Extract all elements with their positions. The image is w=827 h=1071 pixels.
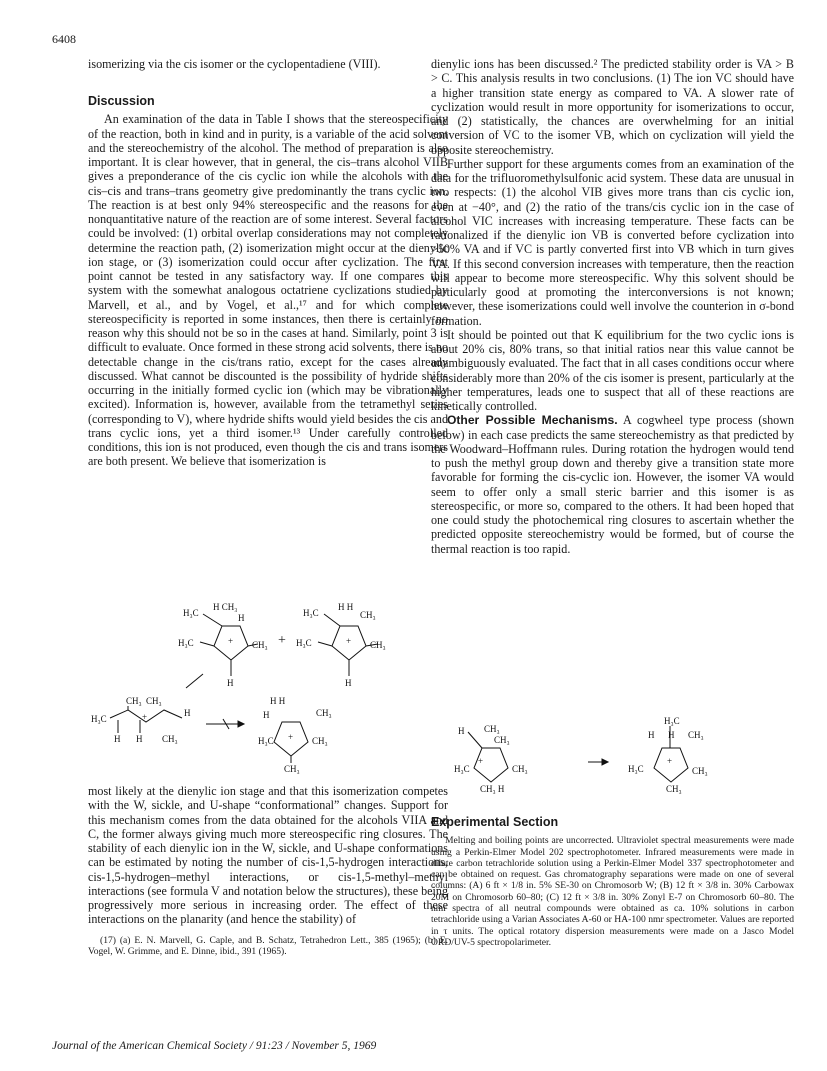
struct-label: CH₃ <box>370 640 386 650</box>
experimental-section <box>431 815 794 948</box>
struct-label: CH₃ <box>512 764 528 774</box>
struct-label: CH₃ <box>484 724 500 734</box>
struct-label: CH₃ <box>284 764 300 774</box>
mechanisms-lead: Other Possible Mechanisms. <box>447 413 618 428</box>
trans-cyclic-ion-structure <box>296 602 386 688</box>
right-paragraph-3: It should be pointed out that K equilibrium for the two cyclic ions is about 20% cis, 80% trans, so that initial ratios near this value cannot be unambiguously evaluated. The fact that in all cases conditions occur where considerably more than 20% of the cis isomer is present, particularly at the higher temperatures, leads one to suspect that all of these reactions are kinetically controlled. <box>431 327 794 413</box>
struct-label: + <box>288 732 294 742</box>
struct-label: H <box>136 734 143 744</box>
struct-label: H <box>263 710 270 720</box>
cogwheel-product-structure <box>628 716 708 794</box>
left-paragraph-0: isomerizing via the cis isomer or the cyclopentadiene (VIII). <box>88 57 381 71</box>
left-column <box>88 57 448 469</box>
right-paragraph-2: Further support for these arguments comes from an examination of the data for the trifluoromethylsulfonic acid system. These data are unusual in two respects: (1) the alcohol VIB gives more trans than cis cyclic ion, even at −40°, and (2) the ratio of the trans/cis cyclic ion in the case of alcohol VIC increases with increasing temperature. These facts can be rationalized if the dienylic ion VB is converted before cyclization into >50% VA and if VC is partly converted first into VB which in turn gives VA. If this second conversion increases with temperature, then the reaction will appear to become more stereospecific. Why this solvent should be particularly good at promoting the interconversions is not known; however, these isomerizations could well involve the counterion in σ-bond formation. <box>431 156 794 328</box>
cogwheel-figure <box>448 712 778 794</box>
struct-label: H <box>345 678 352 688</box>
struct-label: H <box>114 734 121 744</box>
struct-label: H <box>668 730 675 740</box>
struct-label: + <box>478 756 484 766</box>
right-paragraph-4 <box>431 413 794 556</box>
left-column-continued <box>88 784 448 957</box>
plus-sign: + <box>278 633 286 648</box>
struct-label: H₃C <box>91 714 107 724</box>
struct-label: + <box>142 712 148 722</box>
discussion-heading: Discussion <box>88 94 155 108</box>
struct-label: CH₃ <box>312 736 328 746</box>
struct-label: H <box>184 708 191 718</box>
struct-label: H₃C <box>664 716 680 726</box>
struct-label: H H <box>338 602 354 612</box>
struct-label: + <box>346 636 352 646</box>
struct-label: H₃C <box>303 608 319 618</box>
struct-label: H₃C <box>628 764 644 774</box>
mechanisms-text: A cogwheel type process (shown below) in each case predicts the same stereochemistry as that predicted by the Woodward–Hoffmann rules. During rotation the hydrogen would tend to push the methyl group down and thereby give a transition state more favorable for forming the cis-cyclic ion. However, the isomer VA would seem to offer only a small steric barrier and this isomer is as stereospecific, or more so, compared to the others. It had been hoped that one could study the photochemical ring closures to ascertain whether the predicted opposite stereochemistry would be formed, but of course the thermal reaction is too rapid. <box>431 413 795 556</box>
cis-cyclic-ion-structure <box>178 602 268 688</box>
right-paragraph-1: dienylic ions has been discussed.² The predicted stability order is VA > B > C. This analysis results in two conclusions. (1) The ion VC should have a higher transition state energy as compared to VA. A slower rate of cyclization would result in more opportunity for isomerizations to occur, and (2) statistically, the chances are overwhelming for an initial conversion of VC to the isomer VB, which on cyclization will yield the opposite stereochemistry. <box>431 57 794 157</box>
struct-label: CH₃ <box>688 730 704 740</box>
dienylic-ion-structure <box>91 696 191 744</box>
cogwheel-start-structure <box>454 724 528 794</box>
struct-label: CH₃ <box>666 784 682 794</box>
struct-label: CH₃ <box>252 640 268 650</box>
struct-label: CH₃ <box>126 696 142 706</box>
struct-label: H CH₃ <box>213 602 238 612</box>
experimental-text: Melting and boiling points are uncorrected. Ultraviolet spectral measurements were made using a Perkin-Elmer Model 202 spectrophotometer. Infrared measurements were made in dilute carbon tetrachloride solution using a Perkin-Elmer Model 337 spectrophotometer and can be obtained on request. Gas chromatography separations were made on one of several columns: (A) 6 ft × 1/8 in. 5% SE-30 on Chromosorb W; (B) 12 ft × 3/8 in. 30% Carbowax 20M on Chromosorb 60–80; (C) 12 ft × 3/8 in. 30% Zonyl E-7 on Chromosorb 60–80. The nmr spectra of all neutral compounds were obtained as ca. 10% solutions in carbon tetrachloride using a Varian Associates A-60 or HA-100 nmr spectrometer. Values are reported in τ units. The optical rotatory dispersion measurements were made on a Jasco Model ORD/UV-5 spectropolarimeter. <box>431 835 794 948</box>
struct-label: H <box>648 730 655 740</box>
struct-label: CH₃ <box>494 735 510 745</box>
struct-label: CH₃ <box>146 696 162 706</box>
struct-label: CH₃ <box>162 734 178 744</box>
right-column <box>431 57 794 556</box>
struct-label: H <box>227 678 234 688</box>
struct-label: + <box>667 756 673 766</box>
ion-structures-figure <box>88 596 448 776</box>
struct-label: CH₃ <box>692 766 708 776</box>
struct-label: + <box>228 636 234 646</box>
struct-label: H₃C <box>296 638 312 648</box>
struct-label: H₃C <box>178 638 194 648</box>
left-paragraph-1: An examination of the data in Table I shows that the stereospecificity of the reaction, both in kind and in purity, is a variable of the acid solvent and the stereochemistry of the alcohol. The method of preparation is also important. It is clear however, that in general, the cis–trans alcohol VIIB gives a preponderance of the cis cyclic ion while the alcohols with the cis–cis and trans–trans geometry give predominantly the trans cyclic ion. The reaction is at best only 94% stereospecific and the reasons for the nonquantitative nature of the reaction are of some interest. Several factors could be involved: (1) orbital overlap considerations may not completely determine the reaction path, (2) isomerization might occur at the dienylic ion stage, or (3) isomerization could occur after cyclization. The first point cannot be tested in any satisfactory way. If one compares this system with the somewhat analogous octatriene cyclizations studied by Marvell, et al., and by Vogel, et al.,¹⁷ and for which complete stereospecificity is reported in some instances, then there is certainly no reason why this should not be so in the cases at hand. Similarly, point 3 is difficult to evaluate. Once formed in these strong acid solvents, there is no detectable change in the cis/trans ratio, except for the cases already discussed. What cannot be discounted is the possibility of hydride shifts occurring in the initially formed cyclic ion (which may be vibrationally excited). Information is, however, available from the tetramethyl series (corresponding to V), where hydride shifts would yield besides the cis and trans cyclic ions, yet a third isomer.¹³ Under carefully controlled conditions, this ion is not produced, even though the cis and trans isomers are both present. We believe that isomerization is <box>88 112 448 469</box>
struct-label: H₃C <box>183 608 199 618</box>
struct-label: CH₃ H <box>480 784 505 794</box>
page-number: 6408 <box>52 32 76 46</box>
struct-label: H H <box>270 696 286 706</box>
left-paragraph-2: most likely at the dienylic ion stage and that this isomerization competes with the W, sickle, and U-shape “conformational” changes. Support for this mechanism comes from the data obtained for the alcohols VIIA and C, the former always giving much more stereospecific ring closures. The stability of each dienylic ion in the W, sickle, and U-shape conformations can be estimated by noting the number of cis-1,5-hydrogen interactions, cis-1,5-hydrogen–methyl interactions, or cis-1,5-methyl–methyl interactions (see formula V and notation below the structures), these being progressively more serious in increasing order. The effect of these interactions on the planarity (and hence the stability) of <box>88 784 448 927</box>
journal-footer: Journal of the American Chemical Society / 91:23 / November 5, 1969 <box>52 1040 377 1052</box>
struct-label: CH₃ <box>316 708 332 718</box>
struct-label: CH₃ <box>360 610 376 620</box>
struct-label: H₃C <box>258 736 274 746</box>
footnote-17: (17) (a) E. N. Marvell, G. Caple, and B. Schatz, Tetrahedron Lett., 385 (1965); (b) E. Vogel, W. Grimme, and E. Dinne, ibid., 391 (1965). <box>88 934 448 957</box>
struct-label: H₃C <box>454 764 470 774</box>
third-isomer-structure <box>258 696 332 774</box>
struct-label: H <box>238 613 245 623</box>
experimental-heading: Experimental Section <box>431 815 559 829</box>
struct-label: H <box>458 726 465 736</box>
